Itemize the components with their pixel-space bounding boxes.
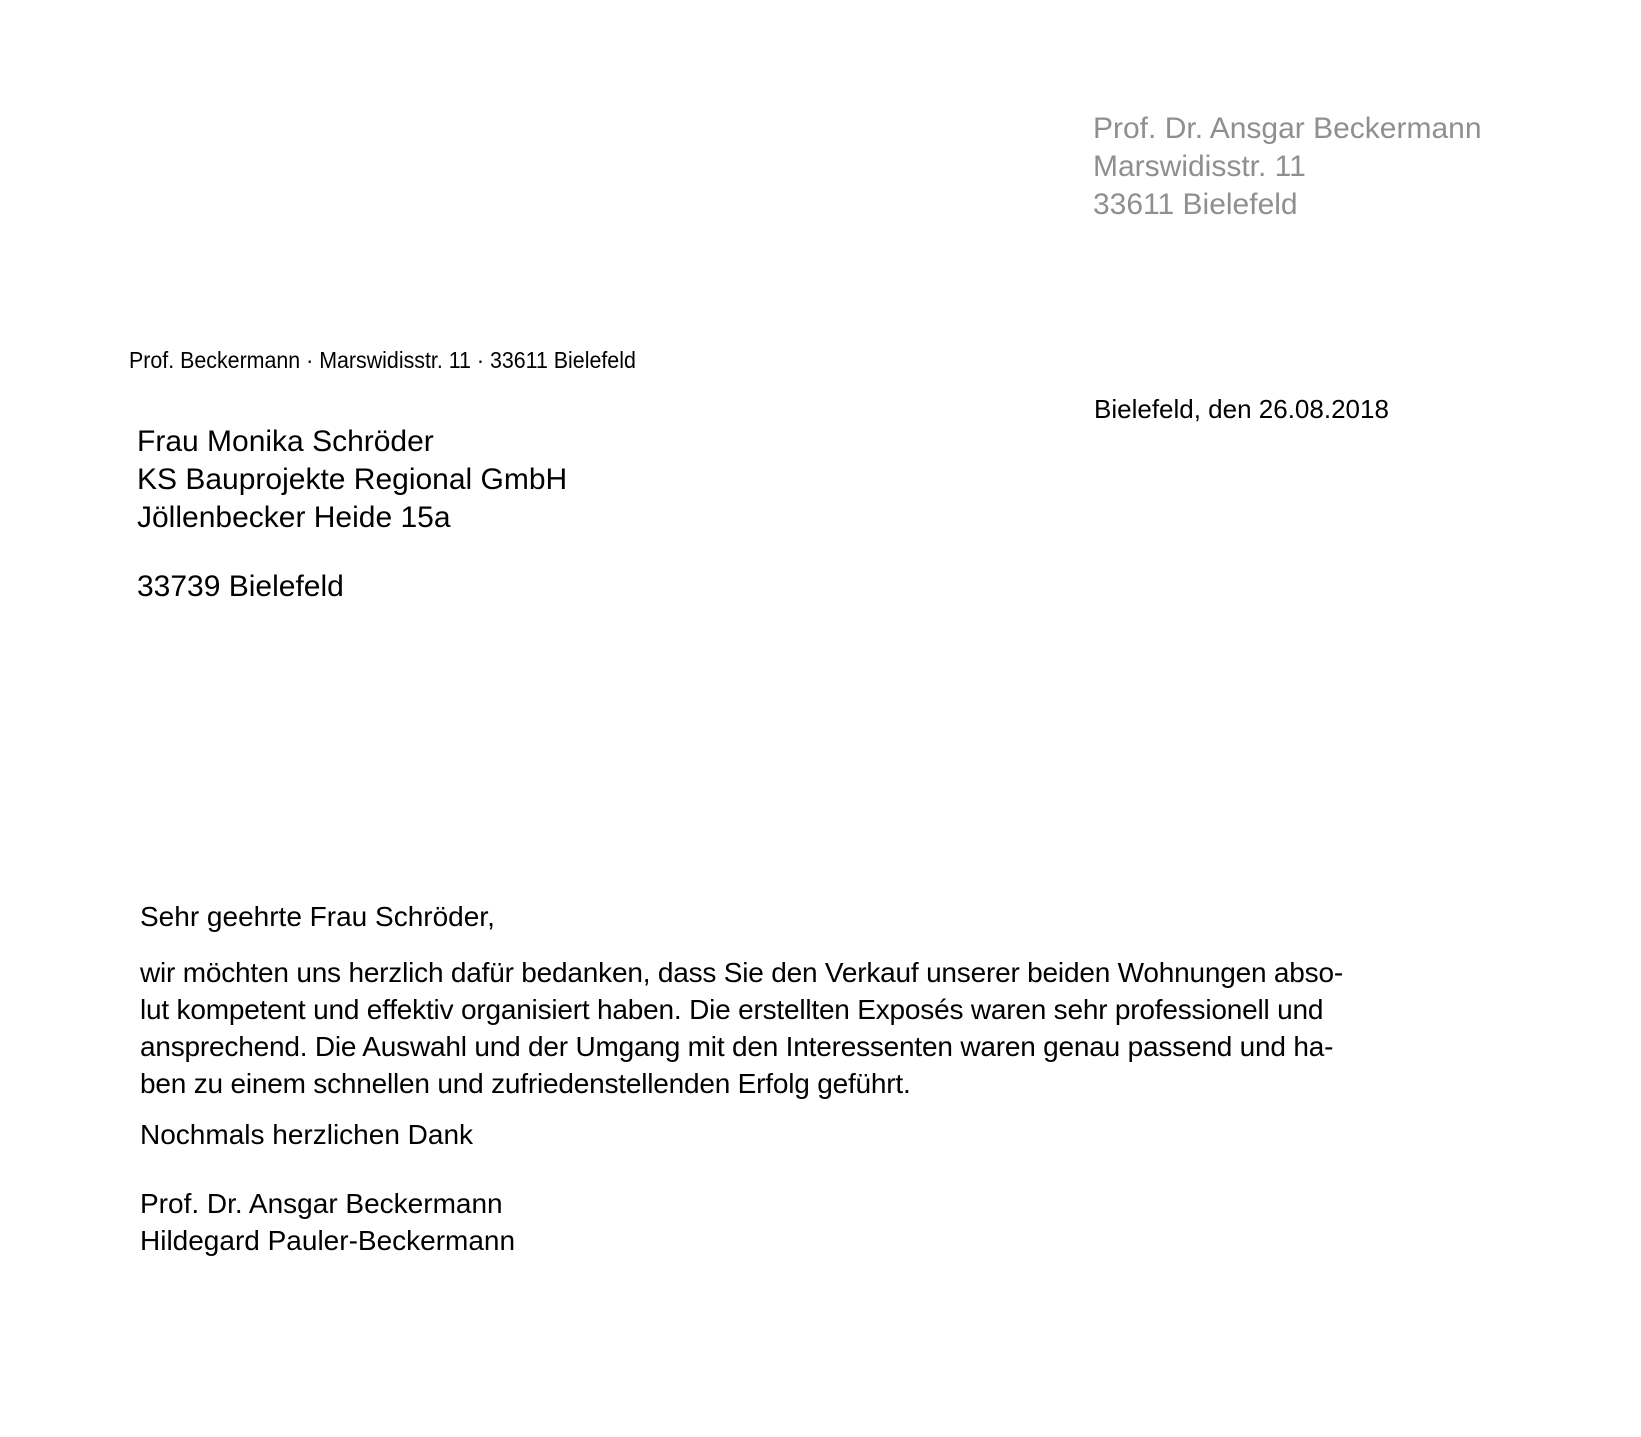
body-paragraph — [140, 954, 1343, 1102]
closing-line: Nochmals herzlichen Dank — [140, 1119, 474, 1150]
sender-address-block — [1093, 110, 1482, 224]
sender-street: Marswidisstr. 11 — [1093, 150, 1306, 183]
recipient-company: KS Bauprojekte Regional GmbH — [137, 463, 568, 496]
signature-name-2: Hildegard Pauler-Beckermann — [140, 1225, 516, 1256]
sender-name: Prof. Dr. Ansgar Beckermann — [1093, 112, 1482, 145]
salutation: Sehr geehrte Frau Schröder, — [140, 901, 495, 932]
signature-block — [140, 1185, 515, 1259]
recipient-name: Frau Monika Schröder — [137, 425, 434, 458]
recipient-postal-city: 33739 Bielefeld — [137, 570, 344, 603]
signature-name-1: Prof. Dr. Ansgar Beckermann — [140, 1188, 503, 1219]
return-address-line: Prof. Beckermann · Marswidisstr. 11 · 33611 Bielefeld — [129, 347, 636, 373]
body-line: lut kompetent und effektiv organisiert haben. Die erstellten Exposés waren sehr professionell und — [140, 994, 1324, 1025]
body-line: wir möchten uns herzlich dafür bedanken, dass Sie den Verkauf unserer beiden Wohnungen abso- — [140, 957, 1343, 988]
body-line: ben zu einem schnellen und zufriedenstellenden Erfolg geführt. — [140, 1068, 911, 1099]
body-line: ansprechend. Die Auswahl und der Umgang mit den Interessenten waren genau passend und ha- — [140, 1031, 1334, 1062]
sender-city: 33611 Bielefeld — [1093, 188, 1298, 221]
recipient-street: Jöllenbecker Heide 15a — [137, 501, 451, 534]
recipient-address-block — [137, 423, 567, 606]
date-line: Bielefeld, den 26.08.2018 — [1094, 394, 1389, 424]
